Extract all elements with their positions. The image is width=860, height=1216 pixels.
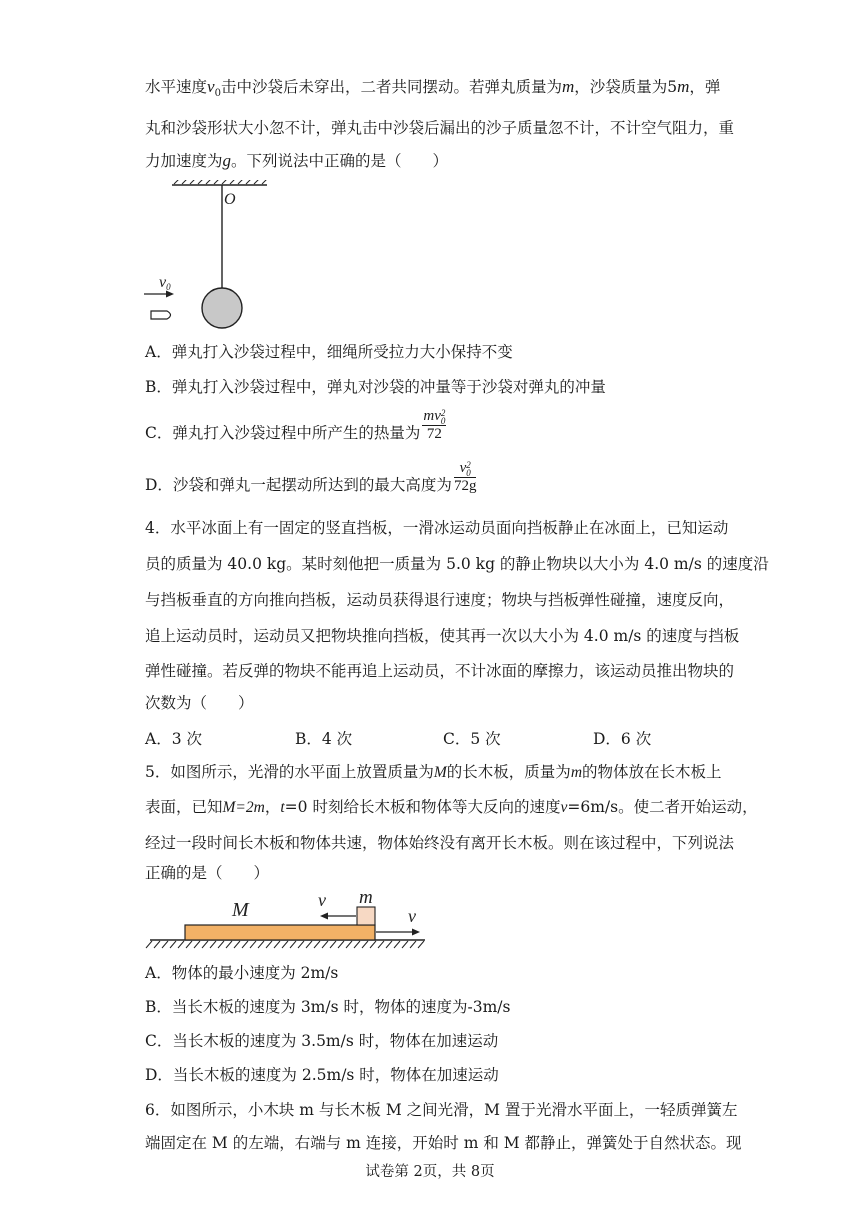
q3-line-1 xyxy=(145,77,720,104)
q5-text: =6m/s。使二者开始运动， xyxy=(567,798,758,816)
small-block xyxy=(357,907,375,925)
q3-option-a[interactable]: A．弹丸打入沙袋过程中，细绳所受拉力大小保持不变 xyxy=(145,343,513,361)
fraction-height: v 2 0 72g xyxy=(453,459,477,494)
pendulum-figure xyxy=(140,180,280,335)
q5-text: 5．如图所示，光滑的水平面上放置质量为 xyxy=(145,763,434,781)
long-board xyxy=(185,925,375,940)
q4-option-c[interactable]: C．5 次 xyxy=(443,730,501,748)
q5-option-d[interactable]: D．当长木板的速度为 2.5m/s 时，物体在加速运动 xyxy=(145,1066,499,1084)
q3-text: 击中沙袋后未穿出，二者共同摆动。若弹丸质量为 xyxy=(220,78,562,96)
q5-text: 的物体放在长木板上 xyxy=(582,763,722,781)
q5-line-4: 正确的是（ ） xyxy=(145,864,270,882)
q3-option-c[interactable] xyxy=(145,408,448,443)
var-m: m xyxy=(570,764,583,781)
q4-line-1: 4．水平冰面上有一固定的竖直挡板，一滑冰运动员面向挡板静止在冰面上，已知运动 xyxy=(145,519,729,537)
board-figure xyxy=(140,880,440,952)
fraction-heat: mv 2 0 72 xyxy=(423,407,446,442)
page-footer: 试卷第 2页，共 8页 xyxy=(365,1164,495,1180)
q3-option-c-text: C．弹丸打入沙袋过程中所产生的热量为 xyxy=(145,423,421,442)
q3-option-d-text: D．沙袋和弹丸一起摆动所达到的最大高度为 xyxy=(145,475,452,494)
q4-line-3: 与挡板垂直的方向推向挡板，运动员获得退行速度；物块与挡板弹性碰撞，速度反向， xyxy=(145,591,735,609)
q5-line-3: 经过一段时间长木板和物体共速，物体始终没有离开长木板。则在该过程中，下列说法 xyxy=(145,834,735,852)
q5-option-a[interactable]: A．物体的最小速度为 2m/s xyxy=(145,964,339,982)
var-m: m xyxy=(561,77,575,96)
q3-line-2: 丸和沙袋形状大小忽不计，弹丸击中沙袋后漏出的沙子质量忽不计，不计空气阻力，重 xyxy=(145,119,735,137)
q5-line-2 xyxy=(145,797,758,818)
q3-text: 水平速度 xyxy=(145,78,208,96)
var-M: M xyxy=(433,764,447,781)
q6-line-1: 6．如图所示，小木块 m 与长木板 M 之间光滑，M 置于光滑水平面上，一轻质弹簧左 xyxy=(145,1101,738,1119)
q3-option-b[interactable]: B．弹丸打入沙袋过程中，弹丸对沙袋的冲量等于沙袋对弹丸的冲量 xyxy=(145,378,606,396)
var-v: v xyxy=(207,77,215,96)
q5-text: 的长木板，质量为 xyxy=(446,763,571,781)
var-sub: 0 xyxy=(214,88,221,100)
q5-option-c[interactable]: C．当长木板的速度为 3.5m/s 时，物体在加速运动 xyxy=(145,1032,499,1050)
label-v-right: v xyxy=(408,906,416,926)
q4-line-5: 弹性碰撞。若反弹的物块不能再追上运动员，不计冰面的摩擦力，该运动员推出物块的 xyxy=(145,662,735,680)
q4-option-a[interactable]: A．3 次 xyxy=(145,730,202,748)
var-g: g xyxy=(222,151,232,170)
label-M: M xyxy=(232,899,249,921)
label-O: O xyxy=(224,191,236,208)
equation-M-2m: M=2m xyxy=(222,799,265,816)
var-v: v xyxy=(560,799,568,816)
q5-text: 表面，已知 xyxy=(145,798,223,816)
q3-text: 。下列说法中正确的是（ ） xyxy=(231,152,449,170)
q5-option-b[interactable]: B．当长木板的速度为 3m/s 时，物体的速度为-3m/s xyxy=(145,998,511,1016)
q6-line-2: 端固定在 M 的左端，右端与 m 连接，开始时 m 和 M 都静止，弹簧处于自然状态。现 xyxy=(145,1134,742,1152)
q5-text: ， xyxy=(264,798,281,816)
q3-option-d[interactable] xyxy=(145,460,478,495)
q3-text: 力加速度为 xyxy=(145,152,223,170)
var-t: t xyxy=(280,799,285,816)
q4-line-6: 次数为（ ） xyxy=(145,694,254,712)
q3-text: ，弹 xyxy=(689,78,721,96)
q4-option-b[interactable]: B．4 次 xyxy=(295,730,353,748)
q4-option-d[interactable]: D．6 次 xyxy=(593,730,652,748)
label-v0: v0 xyxy=(159,274,171,292)
q3-text: ，沙袋质量为5 xyxy=(574,78,678,96)
q5-line-1 xyxy=(145,762,722,783)
var-m: m xyxy=(677,77,690,96)
q5-text: =0 时刻给长木板和物体等大反向的速度 xyxy=(284,798,561,816)
q4-line-4: 追上运动员时，运动员又把物块推向挡板，使其再一次以大小为 4.0 m/s 的速度与挡板 xyxy=(145,627,740,645)
sandbag xyxy=(202,288,242,328)
q3-line-3 xyxy=(145,151,448,171)
q4-line-2: 员的质量为 40.0 kg。某时刻他把一质量为 5.0 kg 的静止物块以大小为 4.0 m/s 的速度沿 xyxy=(145,555,769,573)
label-m: m xyxy=(359,887,373,908)
label-v-left: v xyxy=(318,890,326,910)
bullet xyxy=(151,311,171,319)
